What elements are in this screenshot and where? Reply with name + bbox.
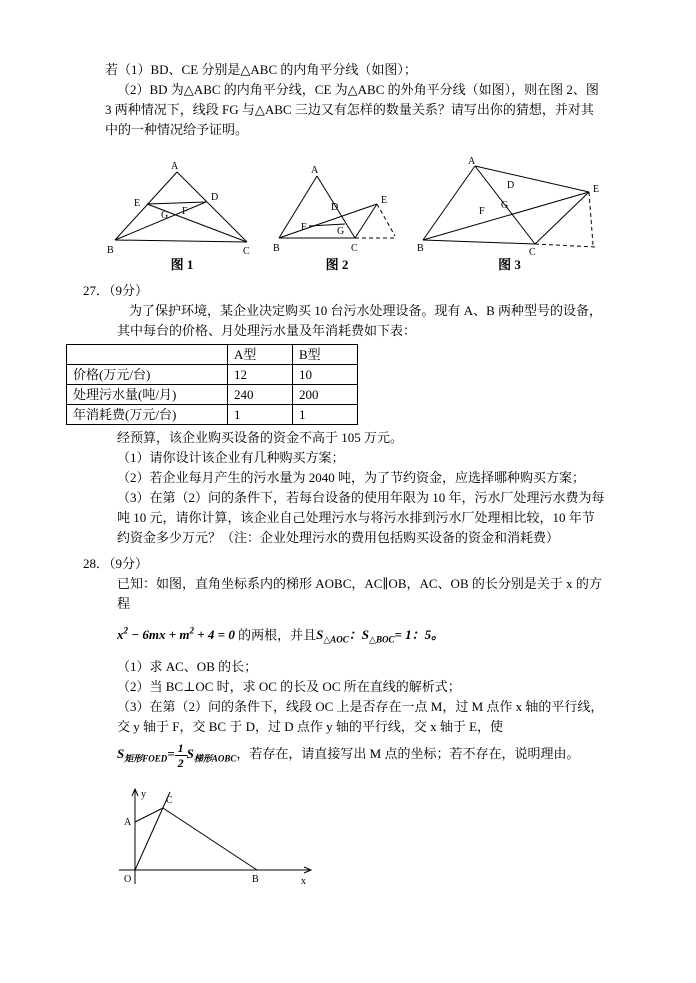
intro-line-1: 若（1）BD、CE 分别是△ABC 的内角平分线（如图）； [105,62,417,77]
question-28-number: 28．（9分） [83,556,149,571]
figure-2-label-B: B [273,243,280,254]
figure-2-label-E: E [381,195,388,206]
figure-3-drawing [417,152,602,256]
table-header-type-b: B型 [293,345,358,365]
q28-area-condition-line [117,741,606,772]
figure-2-label-A: A [311,165,319,176]
q27-paragraph-2: 经预算，该企业购买设备的资金不高于 105 万元。 [117,430,404,445]
figure-3-label-E: E [593,184,600,195]
figure-1-drawing [107,158,257,256]
figure-3-label-A: A [468,156,476,167]
figure-1-label-D: D [211,192,219,203]
q28-paragraph-1: 已知：如图，直角坐标系内的梯形 AOBC，AC∥OB，AC、OB 的长分别是关于 x 的方程 [117,576,602,611]
figure-1-label-B: B [107,245,114,256]
figure-3-caption: 图 3 [498,257,521,272]
one-half-fraction: $\frac{1}{2}$ [175,742,187,769]
question-27-number: 27．（9分） [83,283,149,298]
area-equality-expression: $S_{矩形FOED}=$ $\frac{1}{2}$ $S_{梯形AOBC}$ [117,740,237,770]
q27-item-2: （2）若企业每月产生的污水量为 2040 吨，为了节约资金，应选择哪种购买方案； [117,470,586,485]
figure-3-label-D: D [507,180,515,191]
table-cell: 200 [293,385,358,405]
figure-2-label-C: C [351,243,358,254]
figure-3 [417,152,602,273]
q28-equation-line [117,618,606,653]
figure-1 [107,158,257,273]
figure-2-label-F: F [301,222,307,233]
coord-label-A: A [124,816,132,828]
figure-3-label-C: C [529,247,536,256]
table-row [67,365,358,385]
q28-item-1: （1）求 AC、OB 的长； [117,658,258,674]
question-28-body [117,574,606,900]
table-header-type-a: A型 [228,345,293,365]
q27-paragraph-1: 为了保护环境，某企业决定购买 10 台污水处理设备。现有 A、B 两种型号的设备，其中每台的价格、月处理污水量及年消耗费如下表： [117,303,603,338]
table-cell: 处理污水量(吨/月) [67,385,228,405]
figure-3-label-B: B [417,243,424,254]
figure-2-drawing [273,158,401,256]
equation-x-squared: $x^2 - 6mx + m^2 + 4 = 0$ [117,626,235,643]
q28-item-3: （3）在第（2）问的条件下，线段 OC 上是否存在一点 M，过 M 点作 x 轴的平行线，交 y 轴于 F，交 BC 于 D，过 D 点作 y 轴的平行线，交 x 轴于 E，使 [117,698,604,734]
equation-after-text: 的两根，并且 [234,627,317,643]
figure-1-caption: 图 1 [170,257,194,272]
figure-2-label-D: D [331,202,339,213]
table-cell: 10 [293,365,358,385]
table-cell: 1 [228,405,293,425]
table-row [67,385,358,405]
question-28 [83,554,606,900]
q27-price-table [66,344,358,425]
triangle-figures-row [107,152,606,273]
table-cell: 240 [228,385,293,405]
area-ratio-expression: $S_{\triangle AOC}$：$S_{\triangle BOC}= 1$：5。 [316,627,445,645]
table-header-blank [67,345,228,365]
question-27-body [73,301,606,548]
q28-item-3-tail: ，若存在，请直接写出 M 点的坐标；若不存在，说明理由。 [236,745,580,761]
figure-1-label-G: G [161,210,169,221]
q27-item-3: （3）在第（2）问的条件下，若每台设备的使用年限为 10 年，污水厂处理污水费为每吨 10 元，请你计算，该企业自己处理污水与将污水排到污水厂处理相比较，10 年节约资金多少万元？（注：企业处理污水的费用包括购买设备的资金和消耗费） [117,490,605,545]
table-cell: 12 [228,365,293,385]
table-cell: 1 [293,405,358,425]
figure-1-label-F: F [182,206,188,217]
q27-item-1: （1）请你设计该企业有几种购买方案； [117,450,345,465]
figure-3-label-G: G [501,200,509,211]
coordinate-figure [105,780,320,900]
intro-line-2: （2）BD 为△ABC 的内角平分线，CE 为△ABC 的外角平分线（如图），则在图 2、图 3 两种情况下，线段 FG 与△ABC 三边又有怎样的数量关系？请写出你的猜想，并对其中的一种情况给予证明。 [105,82,599,137]
figure-2-label-G: G [337,226,345,237]
figure-1-label-C: C [243,246,250,256]
figure-2 [273,158,401,273]
coord-label-O: O [124,873,132,885]
figure-1-label-A: A [171,161,179,172]
coord-label-x: x [301,875,306,887]
question-27 [73,281,606,548]
table-cell: 价格(万元/台) [67,365,228,385]
figure-3-label-F: F [479,206,485,217]
coord-label-B: B [252,873,259,885]
figure-2-caption: 图 2 [325,257,349,272]
figure-1-label-E: E [134,198,141,209]
table-cell: 年消耗费(万元/台) [67,405,228,425]
coord-label-y: y [141,788,146,800]
coord-label-C: C [166,794,173,806]
table-row [67,405,358,425]
q28-item-2: （2）当 BC⊥OC 时，求 OC 的长及 OC 所在直线的解析式； [117,678,461,694]
table-row [67,345,358,365]
